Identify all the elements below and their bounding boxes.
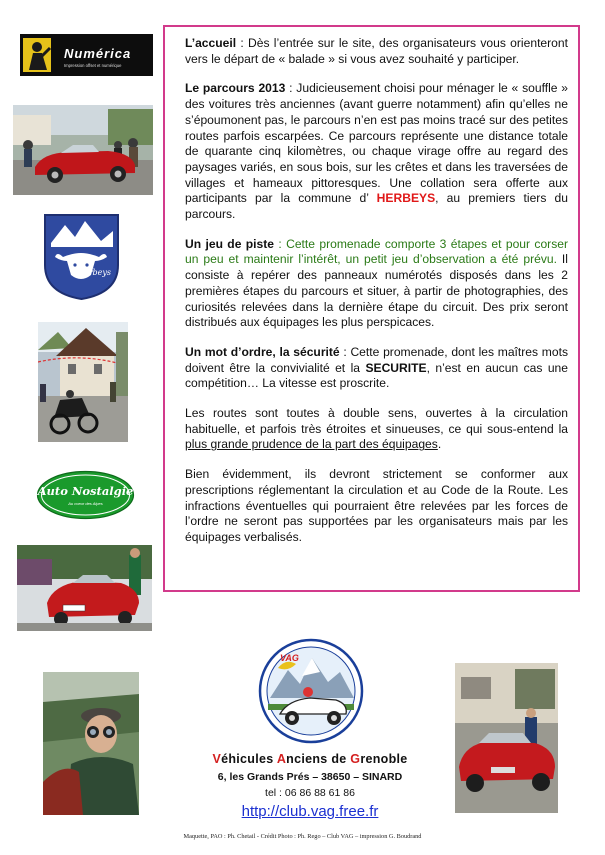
village-rally-image	[38, 322, 128, 442]
securite-text: : Cette promenade, dont les maîtres mots doivent être la convivialité et la	[185, 344, 568, 375]
jeu-de-piste-green-text: : Cette promenade comporte 3 étapes et pour corser un peu et maintenir l’intérêt, un petit jeu d’observation a été prévu.	[185, 236, 569, 267]
auto-nostalgie-name: Auto Nostalgie	[37, 484, 134, 498]
vag-club-logo	[258, 638, 364, 744]
routes-text: Les routes sont toutes à double sens, ouvertes à la circulation habituelle, et parfois très étroites et sinueuses, ce qui sous-entend la	[185, 406, 568, 436]
jeu-de-piste-heading: Un jeu de piste	[185, 236, 275, 251]
driver-with-goggles-photo	[43, 672, 139, 815]
village-rally-photo	[38, 322, 128, 442]
club-contact-block	[190, 752, 430, 820]
club-name-part-3: renoble	[360, 752, 408, 766]
securite-heading: Un mot d’ordre, la sécurité	[185, 344, 340, 359]
numerica-tagline: Impression offset et numérique	[64, 63, 122, 68]
securite-text-end: , n’est en aucun cas une compétition… La vitesse est proscrite.	[185, 360, 569, 391]
vag-club-logo-graphic	[258, 638, 364, 744]
club-name-part-1: éhicules	[221, 752, 277, 766]
red-roadster-image	[13, 105, 153, 195]
securite-strong: SECURITE	[365, 360, 427, 375]
routes-paragraph	[185, 406, 568, 453]
vag-monogram: VAG	[280, 653, 299, 663]
club-address: 6, les Grands Prés – 38650 – SINARD	[217, 771, 403, 783]
auto-nostalgie-tagline: Au coeur des Alpes	[68, 501, 103, 506]
conclusion-paragraph: Bien évidemment, ils devront strictement se conformer aux prescriptions réglementant la circulation et au Code de la Route. Les infractions éventuelles qui pourraient être relevées par les forces de l’ordre ne seront pas supportées par les organisateurs mais par les équipages verbalisés.	[185, 467, 568, 544]
red-triumph-photo	[17, 545, 152, 631]
red-roadster-photo	[13, 105, 153, 195]
routes-end: .	[437, 437, 442, 452]
jeu-de-piste-paragraph	[185, 237, 568, 331]
herbeys-shield-graphic	[43, 213, 120, 301]
club-website-link[interactable]: http://club.vag.free.fr	[241, 803, 379, 820]
herbeys-shield-logo	[43, 213, 120, 301]
accueil-heading: L’accueil	[185, 36, 237, 50]
numerica-logo	[20, 34, 153, 76]
accueil-paragraph	[185, 36, 568, 67]
parcours-heading: Le parcours 2013	[185, 81, 286, 96]
jeu-de-piste-text: Il consiste à repérer des panneaux numérotés disposés dans les 2 premières étapes du parcours et situer, à partir de photographies, des curiosités relevées dans la dernière étape du circuit. Des prix seront distribués aux équipages les plus perspicaces.	[185, 252, 568, 330]
parcours-paragraph	[185, 81, 568, 222]
red-alfa-image	[455, 663, 558, 813]
info-text-frame	[163, 25, 580, 592]
club-name-cap-a: A	[276, 752, 287, 766]
club-name-cap-v: V	[212, 752, 222, 766]
herbeys-highlight: HERBEYS	[376, 191, 436, 206]
routes-underlined: plus grande prudence de la part des équipages	[185, 437, 438, 452]
accueil-text: : Dès l’entrée sur le site, des organisateurs vous orienteront vers le départ de « balade » si vous avez souhaité y participer.	[185, 36, 568, 66]
parcours-text-end: , au premiers tiers du parcours.	[185, 191, 568, 222]
securite-paragraph	[185, 345, 568, 392]
club-phone: tel : 06 86 88 61 86	[265, 787, 355, 799]
auto-nostalgie-logo	[36, 470, 135, 520]
herbeys-label: Herbeys	[77, 268, 112, 277]
red-alfa-romeo-photo	[455, 663, 558, 813]
numerica-name: Numérica	[64, 46, 132, 61]
club-name-part-2: nciens de	[286, 752, 351, 766]
red-triumph-image	[17, 545, 152, 631]
parcours-text: : Judicieusement choisi pour ménager le « souffle » des voitures très anciennes (avant guerre notamment) afin qu’elles ne s’époumonent pas, le parcours n’en est pas moins tracé sur des petites routes parfois escarpées. Ce parcours représente une distance totale de quarante cinq kilomètres, ou chaque virage offre au regard des paysages variés, en sous bois, sur les crêtes et dans les traversées de villages et hameaux pittoresques. Une collation sera offerte aux participants par la commune d’	[185, 81, 568, 206]
club-name	[190, 752, 430, 766]
driver-image	[43, 672, 139, 815]
club-name-cap-g: G	[350, 752, 361, 766]
footer-credits: Maquette, PAO : Ph. Chetail - Crédit Photo : Ph. Rego – Club VAG – impression G. Boudrand	[183, 833, 422, 840]
